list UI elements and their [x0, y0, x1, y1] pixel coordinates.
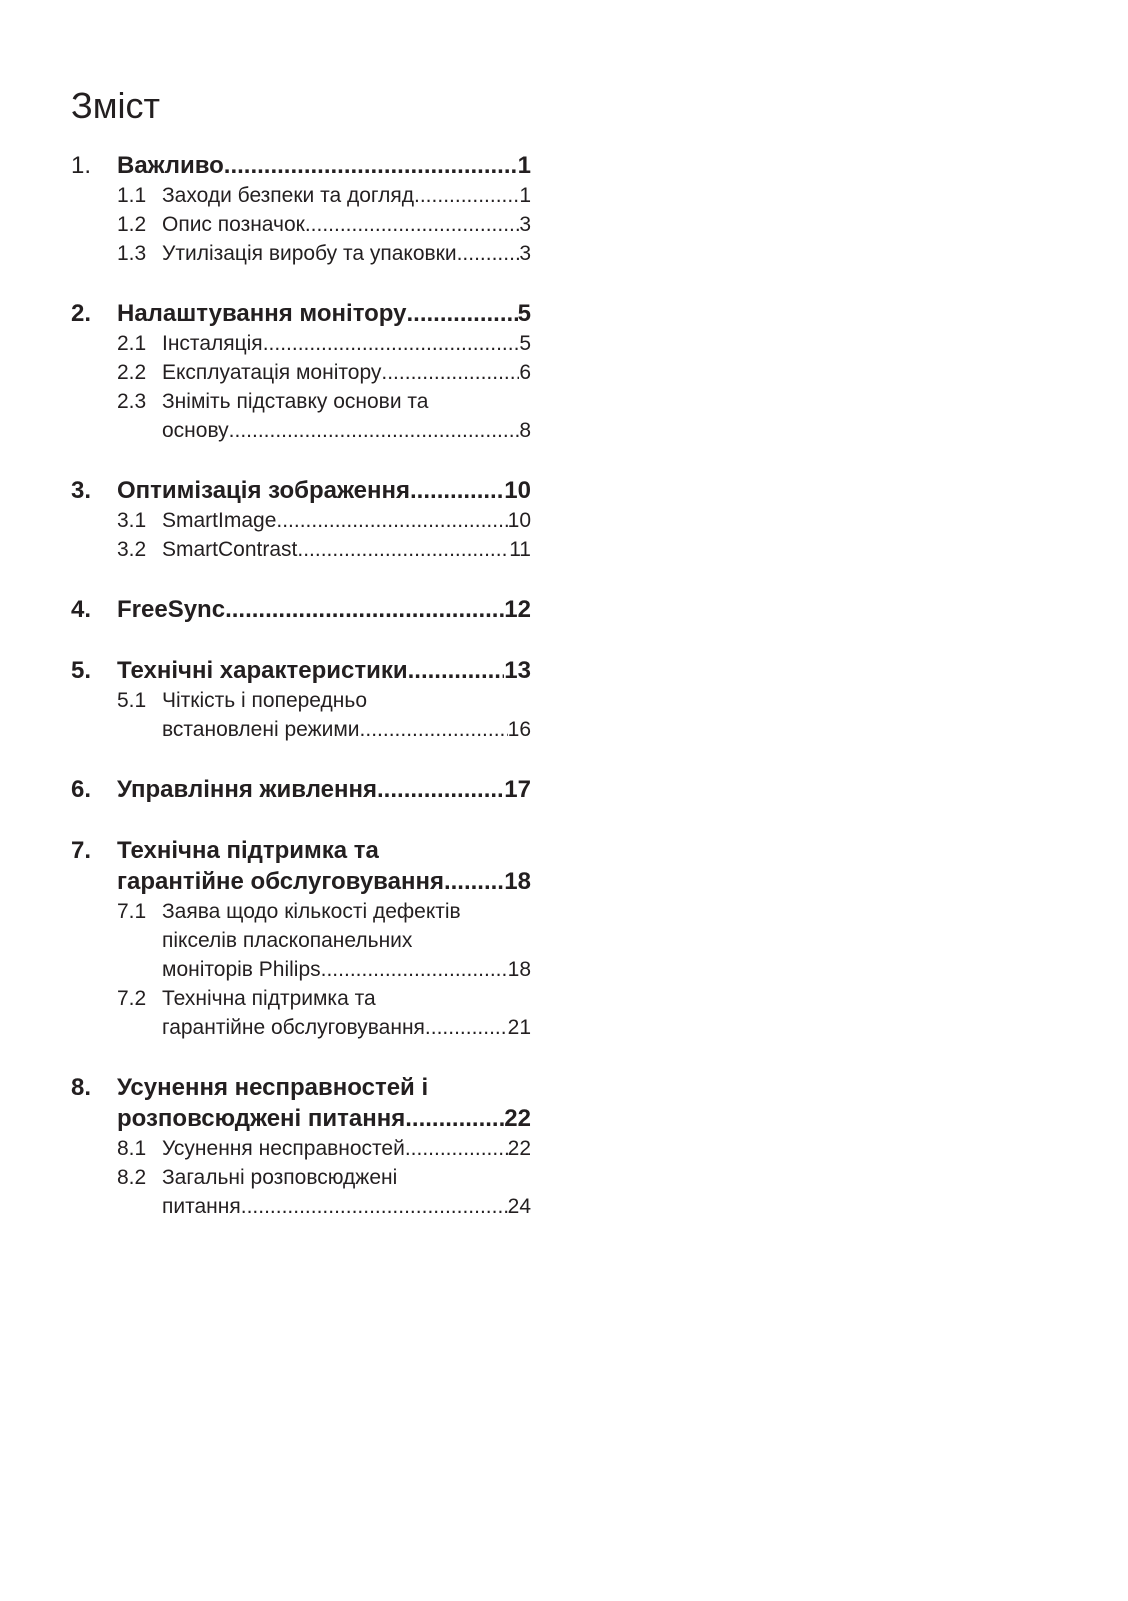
- toc-subentry-link[interactable]: [71, 1013, 531, 1042]
- toc-section: [71, 835, 531, 1042]
- subentry-title: Усунення несправностей: [162, 1137, 405, 1160]
- entry-number: 2.: [71, 300, 92, 327]
- dot-leader: [406, 298, 517, 329]
- toc-subentry-link[interactable]: [71, 210, 531, 239]
- toc-entry-link[interactable]: [71, 150, 531, 181]
- subentry-title: питання: [162, 1195, 241, 1218]
- toc-subentry-link[interactable]: [71, 1192, 531, 1221]
- subentry-number: 1.2: [117, 213, 147, 236]
- toc-entry-link[interactable]: [71, 866, 531, 897]
- entry-number: 4.: [71, 596, 92, 623]
- entry-title: FreeSync: [117, 596, 226, 623]
- toc-subentry-line[interactable]: [71, 1163, 531, 1192]
- toc-entry-link[interactable]: [71, 298, 531, 329]
- dot-leader: [276, 506, 507, 535]
- subentry-number: 7.1: [117, 900, 147, 923]
- subentry-number: 5.1: [117, 689, 147, 712]
- subentry-number: 2.1: [117, 332, 147, 355]
- subentry-title: Утилізація виробу та упаковки: [162, 242, 457, 265]
- toc-entry-link[interactable]: [71, 655, 531, 686]
- toc-entry-line[interactable]: [71, 835, 531, 866]
- toc-subentry-link[interactable]: [71, 181, 531, 210]
- dot-leader: [405, 1134, 508, 1163]
- subentry-title: Заява щодо кількості дефектів: [162, 900, 461, 923]
- page-number: 12: [504, 596, 531, 623]
- toc-section: [71, 475, 531, 564]
- page-number: 24: [507, 1195, 531, 1218]
- entry-title: Технічна підтримка та: [117, 837, 379, 864]
- dot-leader: [377, 774, 504, 805]
- dot-leader: [241, 1192, 508, 1221]
- toc-subentry-link[interactable]: [71, 329, 531, 358]
- subentry-title: Опис позначок: [162, 213, 305, 236]
- entry-number: 7.: [71, 837, 92, 864]
- subentry-title: основу: [162, 419, 229, 442]
- toc-section: [71, 150, 531, 268]
- subentry-number: 3.1: [117, 509, 147, 532]
- toc-subentry-link[interactable]: [71, 506, 531, 535]
- toc-section: [71, 298, 531, 445]
- page-number: 1: [519, 184, 531, 207]
- dot-leader: [410, 475, 504, 506]
- page-number: 8: [519, 419, 531, 442]
- dot-leader: [360, 715, 508, 744]
- page-number: 3: [519, 242, 531, 265]
- subentry-number: 2.2: [117, 361, 147, 384]
- page-number: 21: [507, 1016, 531, 1039]
- page-number: 10: [507, 509, 531, 532]
- toc-subentry-link[interactable]: [71, 955, 531, 984]
- page-number: 17: [504, 776, 531, 803]
- dot-leader: [225, 594, 504, 625]
- page-number: 1: [517, 152, 531, 179]
- entry-title: гарантійне обслуговування: [117, 868, 444, 895]
- subentry-number: 1.1: [117, 184, 147, 207]
- toc-entry-link[interactable]: [71, 475, 531, 506]
- subentry-title: Чіткість і попередньо: [162, 689, 367, 712]
- subentry-title: Експлуатація монітору: [162, 361, 382, 384]
- page-title: Зміст: [71, 85, 160, 126]
- page-number: 13: [504, 657, 531, 684]
- toc-subentry-link[interactable]: [71, 358, 531, 387]
- page-number: 22: [504, 1105, 531, 1132]
- toc-section: [71, 594, 531, 625]
- toc-entry-link[interactable]: [71, 594, 531, 625]
- page-number: 18: [507, 958, 531, 981]
- subentry-number: 7.2: [117, 987, 147, 1010]
- toc-subentry-link[interactable]: [71, 715, 531, 744]
- table-of-contents: [71, 150, 531, 1221]
- entry-title: Налаштування монітору: [117, 300, 407, 327]
- dot-leader: [425, 1013, 508, 1042]
- entry-title: Технічні характеристики: [117, 657, 408, 684]
- page-number: 5: [519, 332, 531, 355]
- toc-subentry-link[interactable]: [71, 416, 531, 445]
- dot-leader: [224, 150, 518, 181]
- page-number: 6: [519, 361, 531, 384]
- toc-subentry-line[interactable]: [71, 897, 531, 926]
- subentry-number: 8.1: [117, 1137, 147, 1160]
- subentry-title: Зніміть підставку основи та: [162, 390, 429, 413]
- toc-section: [71, 774, 531, 805]
- subentry-title: встановлені режими: [162, 718, 360, 741]
- dot-leader: [381, 358, 519, 387]
- toc-subentry-link[interactable]: [71, 1134, 531, 1163]
- subentry-title: пікселів пласкопанельних: [162, 929, 413, 952]
- page-number: 5: [517, 300, 531, 327]
- dot-leader: [405, 1103, 504, 1134]
- toc-subentry-line[interactable]: [71, 984, 531, 1013]
- toc-page: [71, 84, 531, 1251]
- subentry-number: 3.2: [117, 538, 147, 561]
- entry-title: Оптимізація зображення: [117, 477, 411, 504]
- dot-leader: [457, 239, 520, 268]
- dot-leader: [297, 535, 509, 564]
- dot-leader: [229, 416, 520, 445]
- dot-leader: [444, 866, 504, 897]
- entry-title: розповсюджені питання: [117, 1105, 406, 1132]
- subentry-title: Загальні розповсюджені: [162, 1166, 398, 1189]
- page-number: 22: [507, 1137, 531, 1160]
- toc-subentry-line[interactable]: [71, 926, 531, 955]
- entry-number: 6.: [71, 776, 92, 803]
- entry-title: Усунення несправностей і: [117, 1074, 429, 1101]
- subentry-title: гарантійне обслуговування: [162, 1016, 425, 1039]
- subentry-number: 8.2: [117, 1166, 147, 1189]
- page-number: 11: [509, 538, 531, 561]
- dot-leader: [414, 181, 519, 210]
- entry-number: 3.: [71, 477, 92, 504]
- subentry-number: 2.3: [117, 390, 147, 413]
- dot-leader: [305, 210, 519, 239]
- toc-subentry-link[interactable]: [71, 535, 531, 564]
- toc-entry-link[interactable]: [71, 1103, 531, 1134]
- page-number: 3: [519, 213, 531, 236]
- subentry-title: SmartContrast: [162, 538, 298, 561]
- subentry-title: Інсталяція: [162, 332, 263, 355]
- dot-leader: [408, 655, 505, 686]
- toc-entry-link[interactable]: [71, 774, 531, 805]
- subentry-title: SmartImage: [162, 509, 277, 532]
- dot-leader: [321, 955, 508, 984]
- toc-subentry-line[interactable]: [71, 686, 531, 715]
- entry-number: 5.: [71, 657, 92, 684]
- toc-subentry-line[interactable]: [71, 387, 531, 416]
- page-number: 10: [504, 477, 531, 504]
- subentry-title: Технічна підтримка та: [162, 987, 376, 1010]
- page-number: 16: [507, 718, 531, 741]
- dot-leader: [263, 329, 520, 358]
- entry-number: 1.: [71, 152, 92, 179]
- toc-subentry-link[interactable]: [71, 239, 531, 268]
- subentry-number: 1.3: [117, 242, 147, 265]
- toc-section: [71, 1072, 531, 1221]
- toc-section: [71, 655, 531, 744]
- subentry-title: Заходи безпеки та догляд: [162, 184, 415, 207]
- entry-title: Управління живлення: [117, 776, 378, 803]
- entry-title: Важливо: [117, 152, 224, 179]
- subentry-title: моніторів Philips: [162, 958, 321, 981]
- entry-number: 8.: [71, 1074, 92, 1101]
- toc-entry-line[interactable]: [71, 1072, 531, 1103]
- page-number: 18: [504, 868, 531, 895]
